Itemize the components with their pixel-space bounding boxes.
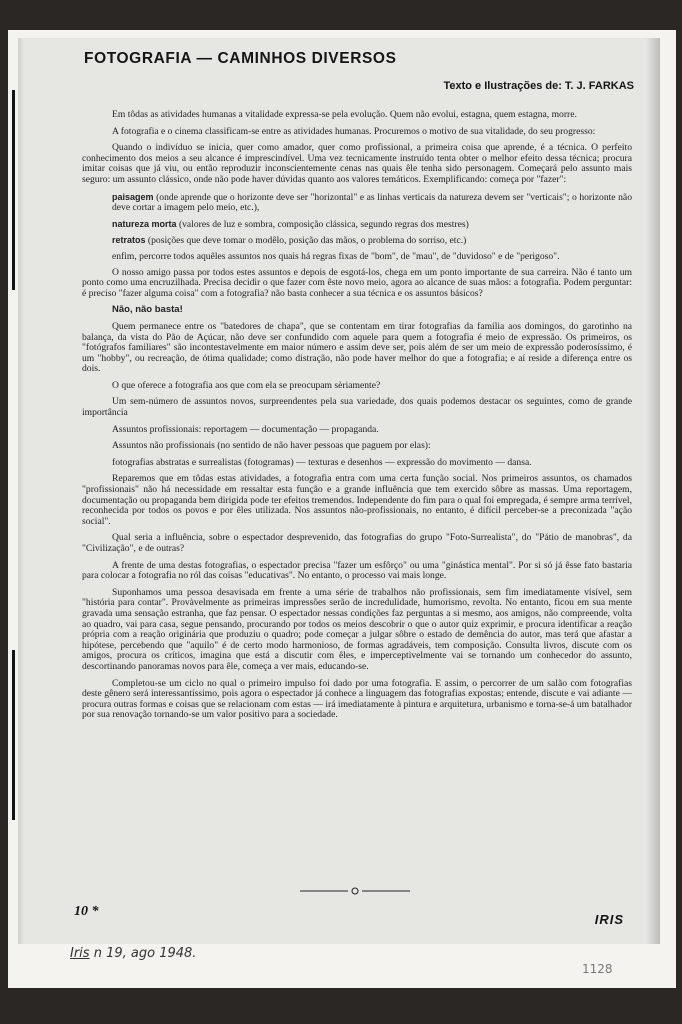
list-text: (onde aprende que o horizonte deve ser "horizontal" e as linhas verticais da natureza devem ser "verticais"; o horizonte não deve cortar a imagem pelo meio, etc.), <box>112 191 632 214</box>
handwritten-title: Iris <box>70 946 90 961</box>
article-byline: Texto e Ilustrações de: T. J. FARKAS <box>443 80 634 92</box>
page-edge-shadow <box>646 38 660 944</box>
paragraph: Reparemos que em tôdas estas atividades, a fotografia entra com uma certa função social. Nos primeiros assuntos, os chamados "profissionais" não há necessidade em ressaltar esta função e a grande influência que tem exercido sôbre as massas. Uma reportagem, documentação ou propaganda bem dirigida pode ter efeitos tremendos. Independente do fim para o qual foi empregada, é sempre arma terrível, reconhecida por todos os povos e por êles utilizada. Nos assuntos não-profissionais, no entanto, é difícil perceber-se a preconizada "ação social". <box>82 473 632 527</box>
list-item <box>112 235 632 247</box>
paragraph: Um sem-número de assuntos novos, surpreendentes pela sua variedade, dos quais podemos destacar os seguintes, como de grande importância <box>82 396 632 419</box>
paragraph: Completou-se um ciclo no qual o primeiro impulso foi dado por uma fotografia. E assim, o percorrer de um salão com fotografias deste gênero será interessantíssimo, pois agora o espectador já conhece a linguagem das fotografias expostas; entende, discute e vai adiante — procura outras formas e coisas que se relacionam com estas — irá imediatamente à pintura e arquitetura, urbanismo e torna-se-á um batalhador por sua renovação tornando-se um valor positivo para a sociedade. <box>82 677 632 721</box>
section-separator <box>300 886 410 896</box>
article-body <box>82 110 632 727</box>
paragraph: Assuntos profissionais: reportagem — documentação — propaganda. <box>112 423 379 435</box>
paragraph: Suponhamos uma pessoa desavisada em frente a uma série de trabalhos não profissionais, sem fim imediatamente visível, sem "história para contar". Provàvelmente as primeiras impressões serão de incredulidade, humorismo, revolta. No entanto, ficou em sua mente gravada uma sensação estranha, que faz pensar. O espectador nessas condições faz perguntas a si mesmo, aos amigos, não compreende, volta ao quadro, vai para casa, segue pensando, procurando por todos os meios descobrir o que o autor quiz exprimir, e procura identificar a reação própria com a reação originária que produziu o quadro; pode começar a julgar sôbre o estado de demência do autor, mas terá que afastar a hipótese, percebendo que "aquilo" é de certo modo harmonioso, de formas agradáveis, tem composição. Consulta livros, discute com os amigos, procura os críticos, imagina que está a discutir com êles, e imperceptìvelmente vai se tornando um conhecedor do assunto, descortinando panoramas novos para êle, começa a ver mais, educando-se. <box>82 586 632 672</box>
page-left-strip <box>18 38 24 944</box>
paragraph: Quem permanece entre os "batedores de chapa", que se contentam em tirar fotografias da família aos domingos, do garotinho na balança, da vista do Pão de Açúcar, não deve ser confundido com aquele para quem a fotografia é meio de expressão. Os primeiros, os "fotógrafos familiares" são incontestavelmente em maior número e assim deve ser, pois além de ser um meio de expressão poderosíssimo, é um "hobby", ou recreação, de ótima qualidade; como distração, não pode haver melhor do que a fotografia; e aí reside a diferença entre os dois. <box>82 320 632 375</box>
paragraph: Qual seria a influência, sobre o espectador desprevenido, das fotografias do grupo "Foto-Surrealista", do "Pátio de manobras", da "Civilização", e de outras? <box>82 532 632 554</box>
paragraph: Assuntos não profissionais (no sentido de não haver pessoas que paguem por elas): <box>112 440 431 452</box>
page-number: 10 * <box>74 904 99 919</box>
list-text: (posições que deve tomar o modêlo, posição das mãos, o problema do sorriso, etc.) <box>147 235 467 247</box>
list-item: enfim, percorre todos aquêles assuntos nos quais há regras fixas de "bom", de "mau", de "duvidoso" e de "perigoso". <box>112 250 560 262</box>
magazine-page <box>18 38 660 944</box>
paragraph: Em tôdas as atividades humanas a vitalidade expressa-se pela evolução. Quem não evolui, estagna, quem estagna, morre. <box>112 109 577 120</box>
handwritten-reference <box>70 946 196 961</box>
left-edge-mark <box>12 90 15 290</box>
list-item <box>112 219 632 231</box>
list-text: (valores de luz e sombra, composição clássica, segundo regras dos mestres) <box>178 218 469 230</box>
paragraph: O nosso amigo passa por todos estes assuntos e depois de esgotá-los, chega em um ponto importante de sua carreira. Não é tanto um ponto como uma encruzilhada. Precisa decidir o que fazer com êste novo meio, agora ao alcance de suas mãos: a fotografia. Podem perguntar: é preciso "fazer alguma coisa" com a fotografia? não basta conhecer a sua técnica e os assuntos básicos? <box>82 266 632 299</box>
paragraph: A fotografia e o cinema classificam-se entre as atividades humanas. Procuremos o motivo de sua vitalidade, do seu progresso: <box>112 125 596 137</box>
paragraph: A frente de uma destas fotografias, o espectador precisa "fazer um esfôrço" ou uma "ginástica mental". Por si só já êsse fato bastaria para colocar a fotografia no ról das coisas "educativas". No entanto, o processo vai mais longe. <box>82 559 632 582</box>
paragraph: O que oferece a fotografia aos que com ela se preocupam sèriamente? <box>112 379 381 391</box>
handwritten-issue: n 19, ago 1948. <box>93 946 197 961</box>
paragraph: Quando o indivíduo se inicia, quer como amador, quer como profissional, a primeira coisa que aprende, é a técnica. O perfeito conhecimento dos meios a seu alcance é imprescindível. Uma vez tecnicamente instruído tenta obter o melhor efeito dessa técnica; procura imitar coisas que já viu, ou então reproduzir inconscientemente cenas nas quais êle tenha sido personagem. Começará pelo assunto mais seguro: um assunto clássico, onde não pode haver dúvidas quanto aos valores temáticos. Exemplificando: começa por "fazer": <box>82 142 632 185</box>
list-label: retratos <box>112 235 146 246</box>
paragraph: fotografias abstratas e surrealistas (fotogramas) — texturas e desenhos — expressão do movimento — dansa. <box>112 456 532 468</box>
magazine-name: IRIS <box>594 912 624 927</box>
list-item <box>112 192 632 214</box>
emphasis-line: Não, não basta! <box>112 304 183 316</box>
archive-number: 1128 <box>582 962 613 976</box>
left-edge-mark <box>12 650 15 820</box>
list-label: natureza morta <box>112 218 177 229</box>
article-title: FOTOGRAFIA — CAMINHOS DIVERSOS <box>84 50 397 67</box>
list-label: paisagem <box>112 191 154 202</box>
